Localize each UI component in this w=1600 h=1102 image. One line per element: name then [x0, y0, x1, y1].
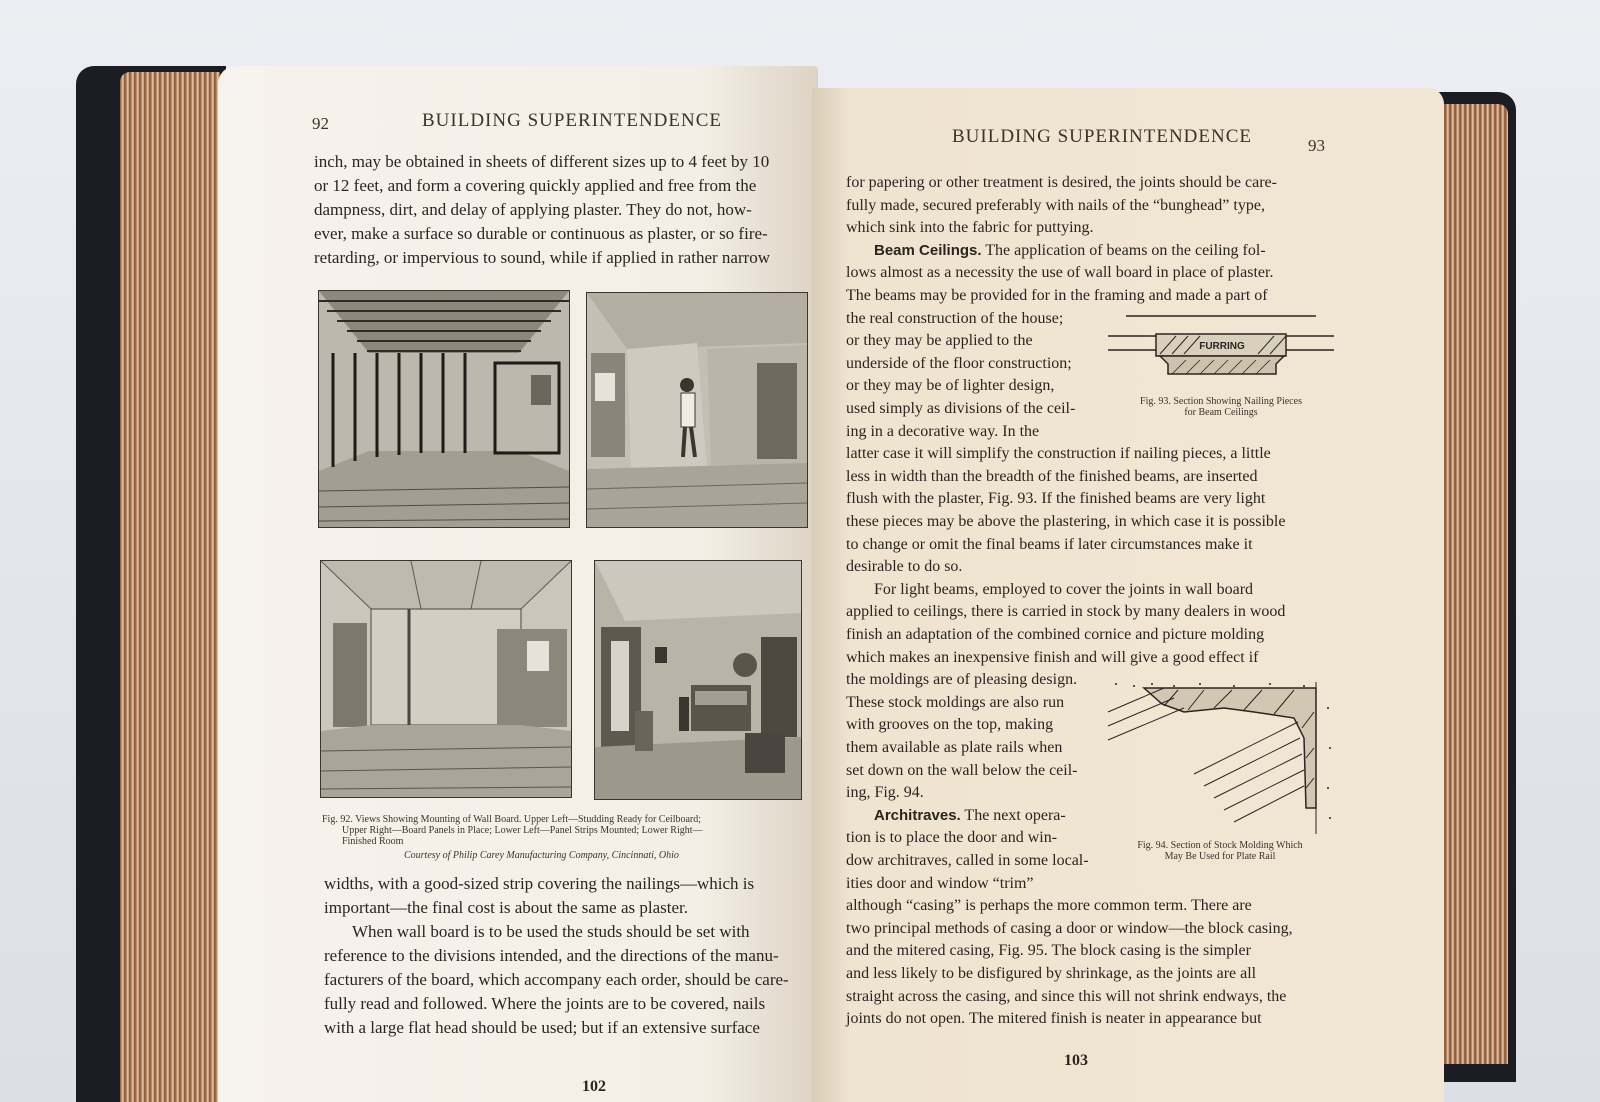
photo-finished-room: [594, 560, 802, 800]
text-line: When wall board is to be used the studs should be set with: [352, 922, 750, 941]
figure-92-credit: Courtesy of Philip Carey Manufacturing Company, Cincinnati, Ohio: [404, 850, 679, 861]
figure-94: [1104, 678, 1336, 868]
text-line: two principal methods of casing a door or window—the block casing,: [846, 919, 1293, 937]
text-line: straight across the casing, and since this will not shrink endways, the: [846, 987, 1287, 1005]
text-line: latter case it will simplify the construction if nailing pieces, a little: [846, 445, 1271, 463]
text-line: to change or omit the final beams if later circumstances make it: [846, 535, 1253, 553]
right-footer-number: 103: [1064, 1052, 1088, 1069]
left-page: [218, 66, 818, 1102]
photo-finished-room-illustration: [595, 561, 801, 799]
text-line: facturers of the board, which accompany each order, should be care-: [324, 970, 789, 989]
text-line: For light beams, employed to cover the joints in wall board: [874, 580, 1254, 598]
left-running-head: BUILDING SUPERINTENDENCE: [422, 110, 723, 131]
right-page: [812, 88, 1444, 1102]
text-line: retarding, or impervious to sound, while if applied in rather narrow: [314, 248, 771, 267]
text-line: or they may be of lighter design,: [846, 377, 1055, 395]
text-line: or 12 feet, and form a covering quickly applied and free from the: [314, 176, 757, 195]
text-line: although “casing” is perhaps the more common term. There are: [846, 897, 1252, 915]
text-line: fully read and followed. Where the joints are to be covered, nails: [324, 994, 766, 1013]
text-line: less in width than the breadth of the finished beams, are inserted: [846, 467, 1258, 485]
photo-studding-ready: [318, 290, 570, 528]
figure-93-caption-line: for Beam Ceilings: [1184, 407, 1258, 418]
beam-ceilings-line: [846, 240, 1266, 263]
caption-line: Finished Room: [342, 836, 404, 847]
text-line: flush with the plaster, Fig. 93. If the finished beams are very light: [846, 490, 1266, 508]
beam-ceilings-heading: Beam Ceilings.: [874, 241, 982, 259]
right-running-head: BUILDING SUPERINTENDENCE: [952, 126, 1253, 147]
text-line: ities door and window “trim”: [846, 874, 1034, 892]
architraves-heading: Architraves.: [874, 806, 961, 824]
text-line: fully made, secured preferably with nails of the “bunghead” type,: [846, 196, 1265, 214]
text-line: and the mitered casing, Fig. 95. The block casing is the simpler: [846, 942, 1251, 960]
text-line: finish an adaptation of the combined cornice and picture molding: [846, 626, 1265, 643]
text-line: for papering or other treatment is desired, the joints should be care-: [846, 174, 1277, 191]
photo-board-panels-illustration: [587, 293, 807, 527]
text-line: important—the final cost is about the same as plaster.: [324, 898, 688, 917]
text-line: underside of the floor construction;: [846, 354, 1072, 372]
text-line: ing, Fig. 94.: [846, 784, 924, 802]
beam-ceilings-first: The application of beams on the ceiling fol-: [981, 241, 1266, 259]
text-line: the real construction of the house;: [846, 309, 1064, 327]
text-line: them available as plate rails when: [846, 739, 1063, 756]
furring-label: FURRING: [1199, 341, 1245, 352]
architraves-line: [846, 805, 1066, 828]
text-line: ing in a decorative way. In the: [846, 422, 1040, 440]
text-line: dow architraves, called in some local-: [846, 852, 1089, 869]
text-line: dampness, dirt, and delay of applying plaster. They do not, how-: [314, 200, 752, 219]
text-line: These stock moldings are also run: [846, 693, 1065, 711]
text-line: with a large flat head should be used; but if an extensive surface: [324, 1018, 760, 1037]
text-line: tion is to place the door and win-: [846, 829, 1058, 847]
caption-line: Upper Right—Board Panels in Place; Lower Left—Panel Strips Mounted; Lower Right—: [342, 825, 703, 836]
text-line: with grooves on the top, making: [846, 716, 1054, 734]
text-line: The beams may be provided for in the framing and made a part of: [846, 287, 1268, 304]
right-page-number: 93: [1308, 136, 1325, 155]
text-line: or they may be applied to the: [846, 332, 1033, 350]
text-line: widths, with a good-sized strip covering the nailings—which is: [324, 874, 755, 893]
text-line: which makes an inexpensive finish and will give a good effect if: [846, 648, 1259, 666]
text-line: which sink into the fabric for puttying.: [846, 219, 1094, 237]
text-line: lows almost as a necessity the use of wall board in place of plaster.: [846, 264, 1274, 282]
figure-94-drawing: [1104, 678, 1336, 838]
left-footer-number: 102: [582, 1078, 606, 1095]
figure-93-caption-line: Fig. 93. Section Showing Nailing Pieces: [1140, 396, 1302, 407]
text-line: the moldings are of pleasing design.: [846, 671, 1078, 689]
page-edges-right: [1440, 104, 1508, 1064]
text-line: these pieces may be above the plastering, in which case it is possible: [846, 513, 1286, 530]
text-line: reference to the divisions intended, and the directions of the manu-: [324, 946, 779, 965]
figure-93: [1106, 312, 1336, 418]
photo-studding-illustration: [319, 291, 569, 527]
text-line: used simply as divisions of the ceil-: [846, 400, 1076, 417]
text-line: joints do not open. The mitered finish is neater in appearance but: [846, 1010, 1262, 1028]
text-line: ever, make a surface so durable or continuous as plaster, or so fire-: [314, 224, 768, 243]
figure-93-drawing: [1106, 312, 1336, 388]
page-edges-left: [120, 72, 220, 1102]
figure-94-caption-line: May Be Used for Plate Rail: [1164, 851, 1276, 862]
photo-panel-strips-illustration: [321, 561, 571, 797]
text-line: desirable to do so.: [846, 558, 963, 576]
photo-panel-strips: [320, 560, 572, 798]
text-line: and less likely to be disfigured by shrinkage, as the joints are all: [846, 965, 1257, 982]
left-page-number: 92: [312, 114, 329, 133]
figure-94-caption-line: Fig. 94. Section of Stock Molding Which: [1137, 840, 1303, 851]
text-line: set down on the wall below the ceil-: [846, 761, 1078, 779]
photo-board-panels: [586, 292, 808, 528]
text-line: inch, may be obtained in sheets of different sizes up to 4 feet by 10: [314, 152, 770, 171]
caption-line: Fig. 92. Views Showing Mounting of Wall Board. Upper Left—Studding Ready for Ceilboard;: [322, 814, 702, 825]
text-line: applied to ceilings, there is carried in stock by many dealers in wood: [846, 603, 1286, 621]
architraves-first: The next opera-: [960, 806, 1066, 824]
